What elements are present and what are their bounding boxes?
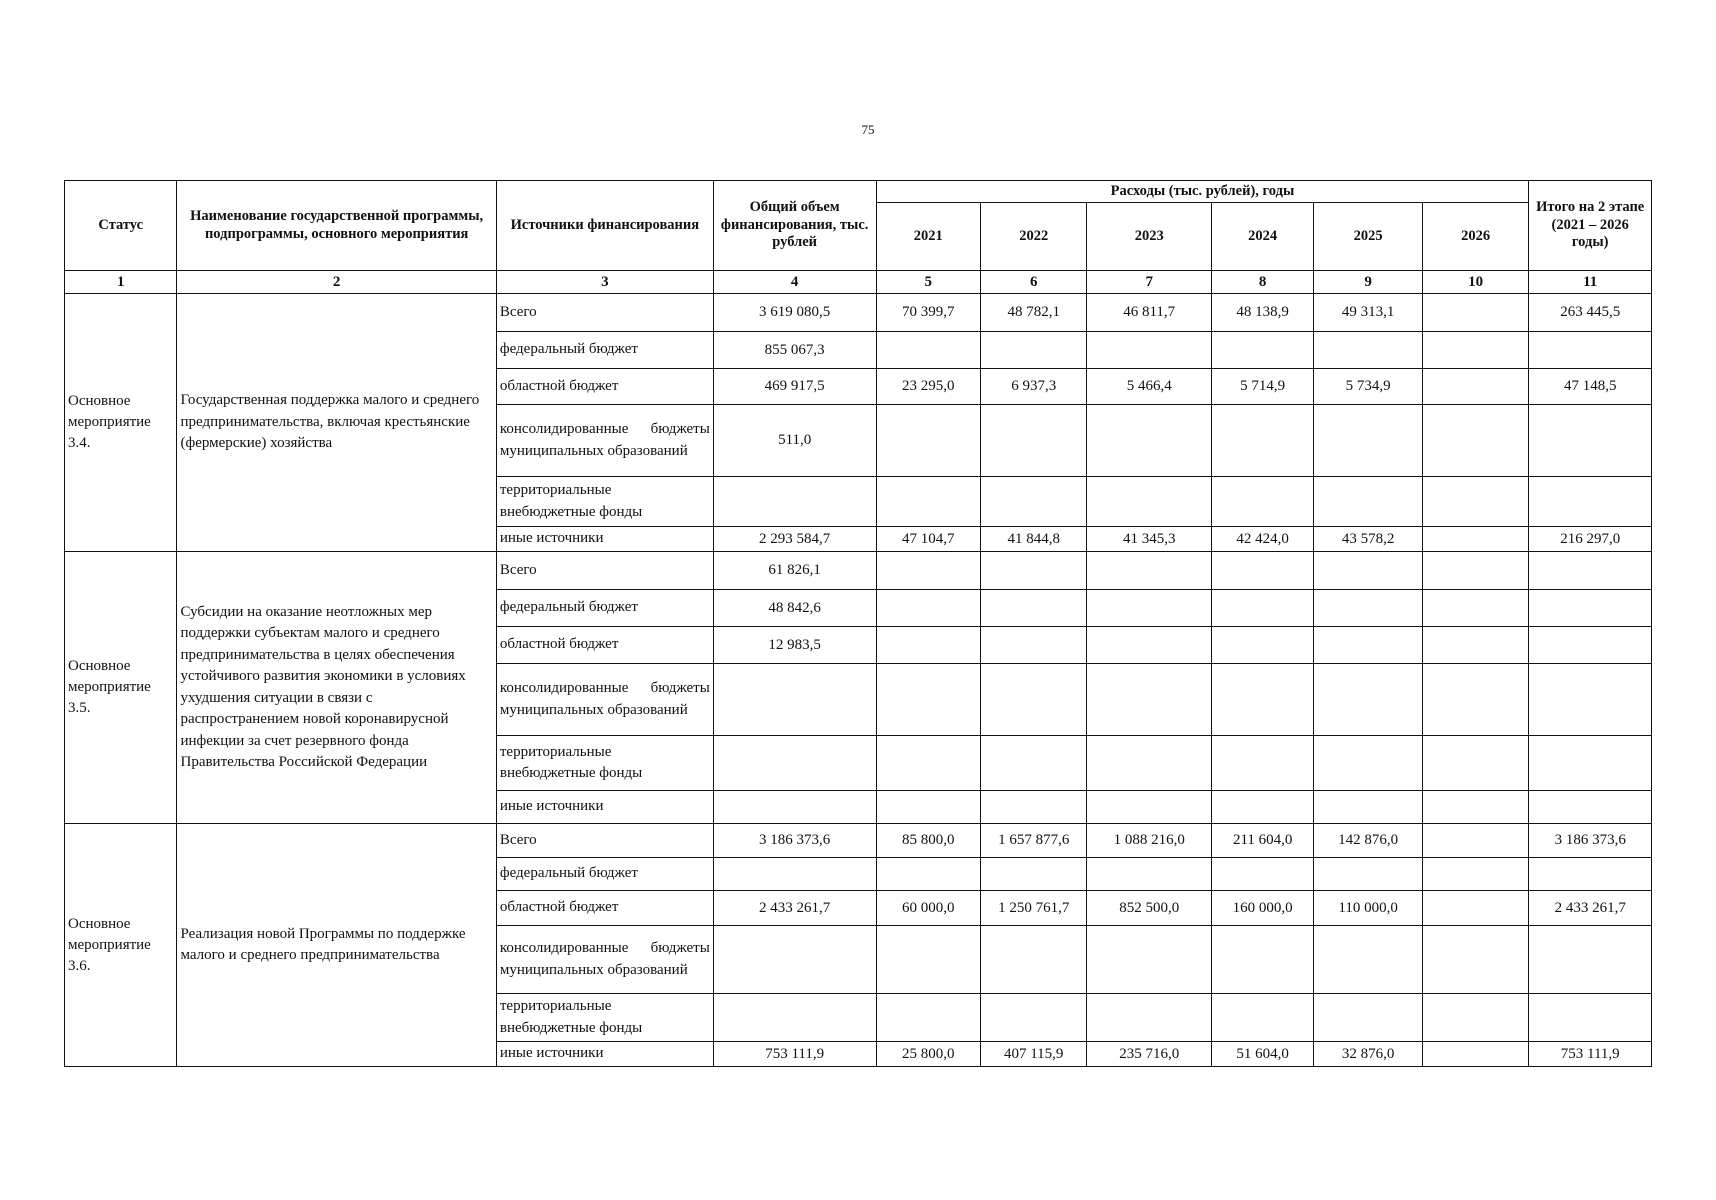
stage-total-cell: 47 148,5 [1529,369,1652,405]
table-row [65,824,1652,858]
year-expense-cell [1314,332,1422,369]
year-expense-cell: 211 604,0 [1211,824,1313,858]
total-volume-cell [713,477,876,527]
total-volume-cell [713,994,876,1042]
funding-source: консолидированные бюджеты муниципальных образований [496,405,713,477]
year-expense-cell [1087,477,1212,527]
year-expense-cell [1422,824,1529,858]
total-volume-cell [713,926,876,994]
year-expense-cell: 43 578,2 [1314,527,1422,552]
total-volume-cell: 12 983,5 [713,627,876,664]
total-volume-cell: 3 186 373,6 [713,824,876,858]
year-expense-cell [1087,736,1212,791]
year-expense-cell: 5 714,9 [1211,369,1313,405]
total-volume-cell [713,664,876,736]
measure-name: Реализация новой Программы по поддержке малого и среднего предпринимательства [177,824,496,1067]
year-expense-cell [980,590,1086,627]
funding-source: федеральный бюджет [496,858,713,891]
year-expense-cell: 41 345,3 [1087,527,1212,552]
year-expense-cell: 32 876,0 [1314,1042,1422,1067]
year-expense-cell [1211,664,1313,736]
year-expense-cell [1314,627,1422,664]
stage-total-cell [1529,858,1652,891]
year-expense-cell [1422,791,1529,824]
year-expense-cell [1314,664,1422,736]
year-expense-cell: 47 104,7 [876,527,980,552]
column-number: 3 [496,271,713,294]
funding-source: областной бюджет [496,891,713,926]
year-expense-cell [1087,552,1212,590]
year-expense-cell [1422,590,1529,627]
year-expense-cell [1211,332,1313,369]
total-volume-cell: 753 111,9 [713,1042,876,1067]
year-expense-cell [1314,405,1422,477]
year-expense-cell [1422,1042,1529,1067]
year-expense-cell [1087,858,1212,891]
year-expense-cell: 5 466,4 [1087,369,1212,405]
year-expense-cell [876,926,980,994]
year-expense-cell [1211,858,1313,891]
year-expense-cell: 1 657 877,6 [980,824,1086,858]
year-expense-cell: 51 604,0 [1211,1042,1313,1067]
page-number: 75 [861,122,875,137]
table-row [65,294,1652,332]
header-year: 2021 [876,203,980,271]
year-expense-cell [1314,736,1422,791]
year-expense-cell [1422,552,1529,590]
stage-total-cell: 216 297,0 [1529,527,1652,552]
year-expense-cell [1422,736,1529,791]
year-expense-cell [876,477,980,527]
year-expense-cell [1314,858,1422,891]
funding-source: Всего [496,294,713,332]
year-expense-cell [1314,590,1422,627]
header-year: 2026 [1422,203,1529,271]
year-expense-cell: 85 800,0 [876,824,980,858]
year-expense-cell [876,736,980,791]
funding-source: Всего [496,552,713,590]
total-volume-cell: 61 826,1 [713,552,876,590]
header-name: Наименование государственной программы, подпрограммы, основного мероприятия [177,181,496,271]
year-expense-cell [980,736,1086,791]
year-expense-cell [1211,477,1313,527]
year-expense-cell: 42 424,0 [1211,527,1313,552]
funding-source: федеральный бюджет [496,332,713,369]
year-expense-cell [980,552,1086,590]
year-expense-cell [1422,294,1529,332]
column-number: 8 [1211,271,1313,294]
column-number: 9 [1314,271,1422,294]
year-expense-cell: 5 734,9 [1314,369,1422,405]
header-status: Статус [65,181,177,271]
header-year: 2023 [1087,203,1212,271]
funding-source: консолидированные бюджеты муниципальных образований [496,926,713,994]
year-expense-cell [1422,926,1529,994]
year-expense-cell [1422,858,1529,891]
year-expense-cell [1087,332,1212,369]
funding-source: иные источники [496,1042,713,1067]
header-year: 2024 [1211,203,1313,271]
year-expense-cell [1211,736,1313,791]
year-expense-cell [1211,926,1313,994]
year-expense-cell [1314,791,1422,824]
funding-source: федеральный бюджет [496,590,713,627]
year-expense-cell: 142 876,0 [1314,824,1422,858]
header-stage-total: Итого на 2 этапе (2021 – 2026 годы) [1529,181,1652,271]
year-expense-cell [1087,405,1212,477]
funding-source: иные источники [496,527,713,552]
stage-total-cell [1529,627,1652,664]
stage-total-cell [1529,477,1652,527]
total-volume-cell [713,736,876,791]
year-expense-cell: 25 800,0 [876,1042,980,1067]
year-expense-cell [876,627,980,664]
year-expense-cell: 1 250 761,7 [980,891,1086,926]
year-expense-cell [876,590,980,627]
measure-status: Основное мероприятие 3.4. [65,294,177,552]
year-expense-cell: 160 000,0 [1211,891,1313,926]
total-volume-cell: 511,0 [713,405,876,477]
header-expenses-group: Расходы (тыс. рублей), годы [876,181,1529,203]
year-expense-cell [1314,477,1422,527]
year-expense-cell: 60 000,0 [876,891,980,926]
stage-total-cell [1529,736,1652,791]
column-number: 6 [980,271,1086,294]
year-expense-cell [980,664,1086,736]
year-expense-cell [1087,664,1212,736]
year-expense-cell [1211,590,1313,627]
year-expense-cell [980,332,1086,369]
year-expense-cell [980,477,1086,527]
column-number: 5 [876,271,980,294]
year-expense-cell [1422,994,1529,1042]
measure-name: Субсидии на оказание неотложных мер поддержки субъектам малого и среднего предпринимательства в целях обеспечения устойчивого развития экономики в условиях ухудшения ситуации в связи с распространением новой коронавирусной инфекции за счет резервного фонда Правительства Российской Федерации [177,552,496,824]
stage-total-cell [1529,332,1652,369]
table-row [65,552,1652,590]
year-expense-cell: 49 313,1 [1314,294,1422,332]
total-volume-cell: 2 433 261,7 [713,891,876,926]
year-expense-cell [1422,627,1529,664]
header-sources: Источники финансирования [496,181,713,271]
stage-total-cell [1529,926,1652,994]
stage-total-cell: 753 111,9 [1529,1042,1652,1067]
column-number: 10 [1422,271,1529,294]
year-expense-cell [876,791,980,824]
funding-source: областной бюджет [496,369,713,405]
year-expense-cell [980,858,1086,891]
stage-total-cell: 3 186 373,6 [1529,824,1652,858]
measure-status: Основное мероприятие 3.5. [65,552,177,824]
year-expense-cell [1314,994,1422,1042]
year-expense-cell [1087,926,1212,994]
year-expense-cell: 1 088 216,0 [1087,824,1212,858]
funding-source: Всего [496,824,713,858]
year-expense-cell: 41 844,8 [980,527,1086,552]
year-expense-cell [1087,590,1212,627]
stage-total-cell [1529,590,1652,627]
year-expense-cell [1422,369,1529,405]
stage-total-cell: 2 433 261,7 [1529,891,1652,926]
funding-source: территориальные внебюджетные фонды [496,736,713,791]
year-expense-cell: 48 138,9 [1211,294,1313,332]
year-expense-cell [1422,477,1529,527]
column-number: 2 [177,271,496,294]
stage-total-cell [1529,994,1652,1042]
header-year: 2025 [1314,203,1422,271]
year-expense-cell [1087,791,1212,824]
year-expense-cell [980,994,1086,1042]
column-number: 11 [1529,271,1652,294]
year-expense-cell [876,664,980,736]
year-expense-cell: 48 782,1 [980,294,1086,332]
year-expense-cell [980,405,1086,477]
header-year: 2022 [980,203,1086,271]
column-number: 1 [65,271,177,294]
year-expense-cell: 6 937,3 [980,369,1086,405]
column-number: 4 [713,271,876,294]
year-expense-cell [1087,627,1212,664]
funding-source: областной бюджет [496,627,713,664]
year-expense-cell [1087,994,1212,1042]
funding-source: консолидированные бюджеты муниципальных образований [496,664,713,736]
stage-total-cell [1529,405,1652,477]
year-expense-cell [1422,405,1529,477]
stage-total-cell [1529,552,1652,590]
total-volume-cell: 855 067,3 [713,332,876,369]
total-volume-cell [713,791,876,824]
total-volume-cell: 469 917,5 [713,369,876,405]
year-expense-cell [980,926,1086,994]
total-volume-cell: 2 293 584,7 [713,527,876,552]
year-expense-cell [1314,552,1422,590]
year-expense-cell [876,552,980,590]
year-expense-cell [1211,994,1313,1042]
year-expense-cell [1422,664,1529,736]
total-volume-cell: 48 842,6 [713,590,876,627]
year-expense-cell [876,994,980,1042]
year-expense-cell [1422,527,1529,552]
budget-table [64,180,1652,1067]
measure-name: Государственная поддержка малого и среднего предпринимательства, включая крестьянские (фермерские) хозяйства [177,294,496,552]
year-expense-cell: 46 811,7 [1087,294,1212,332]
year-expense-cell: 23 295,0 [876,369,980,405]
measure-status: Основное мероприятие 3.6. [65,824,177,1067]
stage-total-cell [1529,791,1652,824]
total-volume-cell: 3 619 080,5 [713,294,876,332]
year-expense-cell [1314,926,1422,994]
funding-source: территориальные внебюджетные фонды [496,477,713,527]
year-expense-cell: 235 716,0 [1087,1042,1212,1067]
year-expense-cell: 407 115,9 [980,1042,1086,1067]
year-expense-cell [1211,791,1313,824]
year-expense-cell [1211,552,1313,590]
stage-total-cell [1529,664,1652,736]
column-number: 7 [1087,271,1212,294]
year-expense-cell: 70 399,7 [876,294,980,332]
column-number-row [65,271,1652,294]
year-expense-cell [980,791,1086,824]
total-volume-cell [713,858,876,891]
stage-total-cell: 263 445,5 [1529,294,1652,332]
year-expense-cell [1211,405,1313,477]
year-expense-cell [876,332,980,369]
year-expense-cell [1422,891,1529,926]
year-expense-cell [876,405,980,477]
funding-source: территориальные внебюджетные фонды [496,994,713,1042]
year-expense-cell [980,627,1086,664]
year-expense-cell [1211,627,1313,664]
funding-source: иные источники [496,791,713,824]
year-expense-cell: 852 500,0 [1087,891,1212,926]
year-expense-cell [876,858,980,891]
year-expense-cell [1422,332,1529,369]
header-total-volume: Общий объем финансирования, тыс. рублей [713,181,876,271]
year-expense-cell: 110 000,0 [1314,891,1422,926]
